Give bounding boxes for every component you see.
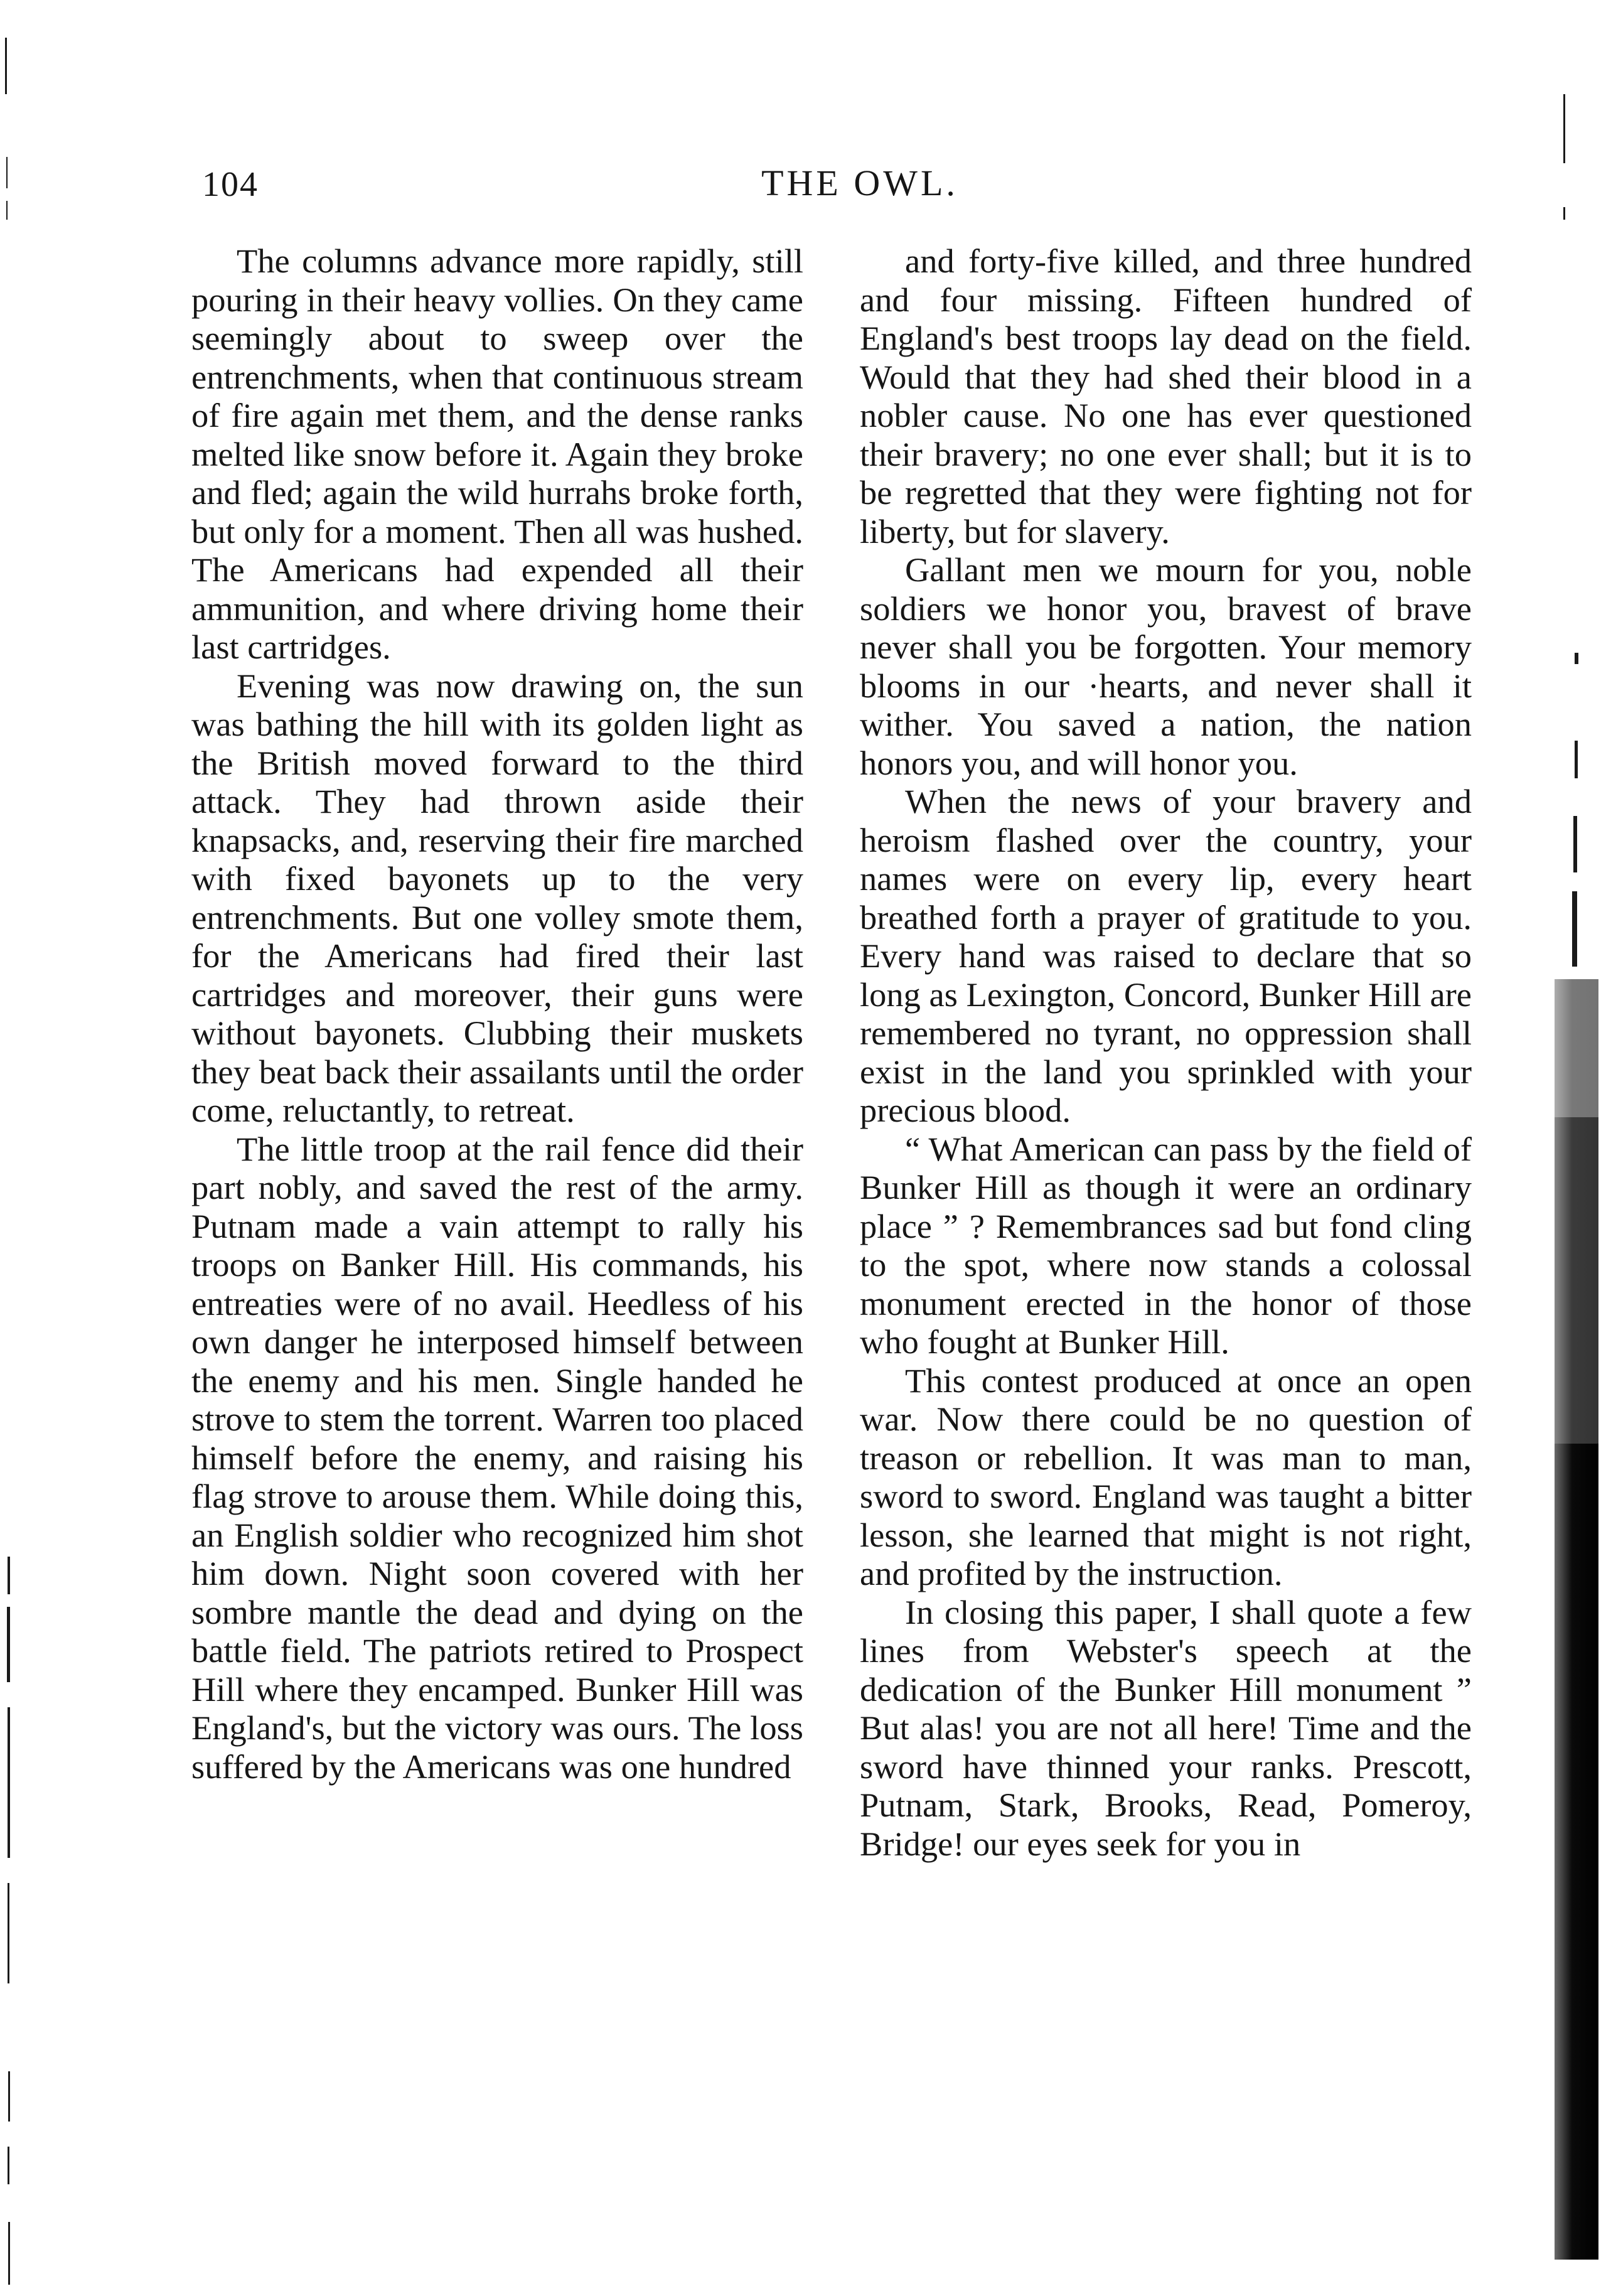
right-paragraph-6: In closing this paper, I shall quote a few lines from Webster's speech at the dedication of the Bunker Hill monument ” But alas! you are not all here! Time and the sword have thinned your ranks. Prescott, Putnam, Stark, Brooks, Read, Pomeroy, Bridge! our eyes seek for you in: [860, 1592, 1472, 1863]
left-paragraph-1: The columns advance more rapidly, still pouring in their heavy vollies. On they came seemingly about to sweep over the entrenchments, when that continuous stream of fire again met them, and the dense ranks melted like snow before it. Again they broke and fled; again the wild hurrahs broke forth, but only for a moment. Then all was hushed. The Americans had expended all their ammunition, and where driving home their last cartridges.: [191, 242, 803, 666]
right-paragraph-5: This contest produced at once an open war. Now there could be no question of treason or rebellion. It was man to man, sword to sword. England was taught a bitter lesson, she learned that might is not right, and profited by the instruction.: [860, 1361, 1472, 1592]
right-paragraph-2: Gallant men we mourn for you, noble soldiers we honor you, bravest of brave never shall you be forgotten. Your memory blooms in our ·hearts, and never shall it wither. You saved a nation, the nation honors you, and will honor you.: [860, 550, 1472, 782]
right-paragraph-4: “ What American can pass by the field of Bunker Hill as though it were an ordinary place ” ? Remembrances sad but fond cling to the spot, where now stands a colossal monument erected in the honor of those who fought at Bunker Hill.: [860, 1129, 1472, 1361]
right-paragraph-1: and forty-five killed, and three hundred and four missing. Fifteen hundred of England's best troops lay dead on the field. Would that they had shed their blood in a nobler cause. No one has ever questioned their bravery; no one ever shall; but it is to be regretted that they were fighting not for liberty, but for slavery.: [860, 242, 1472, 550]
left-paragraph-2: Evening was now drawing on, the sun was bathing the hill with its golden light as the British moved forward to the third attack. They had thrown aside their knapsacks, and, reserving their fire marched with fixed bayonets up to the very entrenchments. But one volley smote them, for the Americans had fired their last cartridges and moreover, their guns were without bayonets. Clubbing their muskets they beat back their assailants until the order come, reluctantly, to retreat.: [191, 666, 803, 1129]
right-column: [860, 242, 1472, 1863]
running-head: THE OWL.: [761, 163, 958, 203]
left-scan-edge: [0, 0, 19, 2296]
left-column: [191, 242, 803, 1786]
left-paragraph-3: The little troop at the rail fence did their part nobly, and saved the rest of the army. Putnam made a vain attempt to rally his troops on Banker Hill. His commands, his entreaties were of no avail. Heedless of his own danger he interposed himself between the enemy and his men. Single handed he strove to stem the torrent. Warren too placed himself before the enemy, and raising his flag strove to arouse them. While doing this, an English soldier who recognized him shot him down. Night soon covered with her sombre mantle the dead and dying on the battle field. The patriots retired to Prospect Hill where they encamped. Bunker Hill was England's, but the victory was ours. The loss suffered by the Americans was one hundred: [191, 1129, 803, 1786]
right-scan-edge: [1550, 0, 1606, 2296]
page-number: 104: [202, 165, 259, 204]
right-paragraph-3: When the news of your bravery and heroism flashed over the country, your names were on every lip, every heart breathed forth a prayer of gratitude to you. Every hand was raised to declare that so long as Lexington, Concord, Bunker Hill are remembered no tyrant, no oppression shall exist in the land you sprinkled with your precious blood.: [860, 782, 1472, 1129]
